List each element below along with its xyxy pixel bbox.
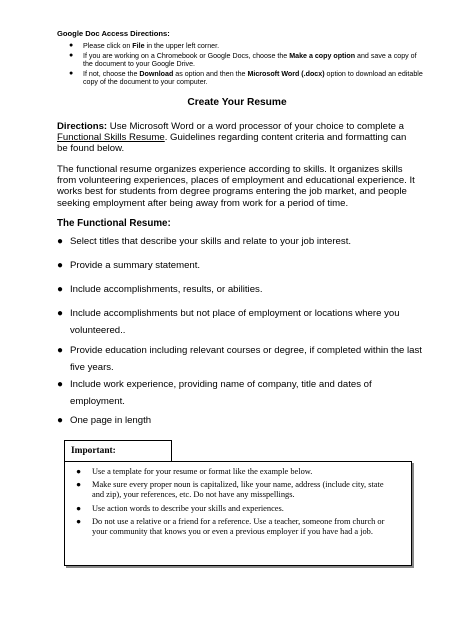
list-item: ● Include accomplishments but not place of employment or locations where you volunteered.. — [57, 305, 427, 339]
list-item: ● Include accomplishments, results, or abilities. — [57, 281, 427, 298]
access-item: ● Please click on File in the upper left corner. — [69, 42, 220, 50]
functional-resume-heading: The Functional Resume: — [57, 218, 171, 229]
bullet-icon: ● — [76, 467, 82, 476]
important-label: Important: — [71, 446, 116, 456]
bullet-icon: ● — [57, 415, 64, 426]
important-item: ● Use a template for your resume or format like the example below. — [76, 467, 313, 476]
access-directions — [57, 29, 427, 88]
important-item: ● Do not use a relative or a friend for a reference. Use a teacher, someone from church or your community that knows you or even a previous employer if you have had a job. — [76, 516, 385, 537]
access-heading: Google Doc Access Directions: — [57, 29, 170, 38]
access-item: ● If not, choose the Download as option and then the Microsoft Word (.docx) option to download an editable copy of the document to your computer. — [69, 69, 423, 87]
bullet-icon: ● — [76, 503, 82, 513]
bullet-icon: ● — [57, 308, 64, 319]
important-label-box — [64, 440, 172, 462]
directions-label: Directions: — [57, 121, 108, 132]
access-item: ● If you are working on a Chromebook or Google Docs, choose the Make a copy option and save a copy of the document to your Google Drive. — [69, 51, 417, 69]
important-item: ● Make sure every proper noun is capitalized, like your name, address (include city, state and zip), your references, etc. Do not have any misspellings. — [76, 480, 384, 500]
bullet-icon: ● — [76, 516, 82, 526]
important-list-box — [64, 461, 412, 566]
list-item: ● Provide education including relevant courses or degree, if completed within the last five years. — [57, 342, 427, 376]
bullet-icon: ● — [57, 379, 64, 390]
bullet-icon: ● — [57, 260, 64, 271]
bullet-icon: ● — [57, 345, 64, 356]
list-item: ● Include work experience, providing name of company, title and dates of employment. — [57, 376, 427, 410]
functional-skills-resume-link[interactable]: Functional Skills Resume — [57, 132, 165, 144]
bullet-icon: ● — [69, 42, 74, 49]
list-item: ● Provide a summary statement. — [57, 257, 427, 274]
list-item: ● One page in length — [57, 412, 427, 429]
access-list — [57, 42, 427, 87]
bullet-icon: ● — [76, 480, 82, 490]
page-title: Create Your Resume — [187, 97, 287, 108]
directions-paragraph: Directions: Use Microsoft Word or a word processor of your choice to complete a Functional Skills Resume. Guidelines regarding content criteria and formatting can be found below. — [57, 121, 407, 155]
bullet-icon: ● — [57, 236, 64, 247]
intro-paragraph: The functional resume organizes experience according to skills. It organizes skills from volunteering experiences, places of employment and educational experience. It works best for students from degree programs entering the job market, and people seeking employment after being away from work for a period of time. — [57, 164, 415, 209]
important-item: ● Use action words to describe your skills and experiences. — [76, 503, 284, 513]
bullet-icon: ● — [69, 69, 74, 77]
list-item: ● Select titles that describe your skills and relate to your job interest. — [57, 233, 427, 250]
bullet-icon: ● — [69, 51, 74, 59]
important-list — [65, 467, 411, 540]
bullet-icon: ● — [57, 284, 64, 295]
